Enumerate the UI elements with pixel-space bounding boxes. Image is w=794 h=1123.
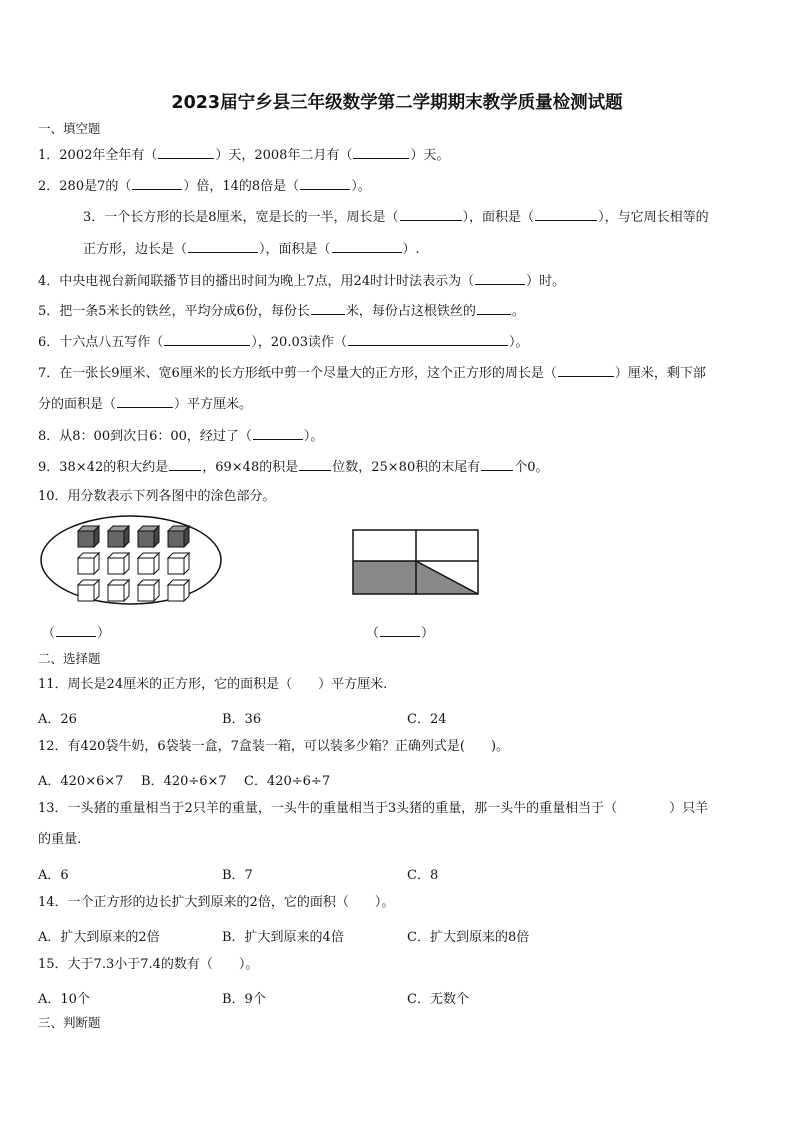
answer-blank-1: （ ） bbox=[42, 626, 111, 641]
question-14: 14．一个正方形的边长扩大到原来的2倍，它的面积（ ）。 bbox=[38, 895, 395, 910]
question-12: 12．有420袋牛奶，6袋装一盒，7盒装一箱，可以装多少箱？正确列式是( )。 bbox=[38, 739, 510, 754]
cube bbox=[138, 553, 159, 574]
ellipse-outline bbox=[41, 516, 221, 604]
blank[interactable] bbox=[400, 208, 462, 221]
blank[interactable] bbox=[475, 272, 525, 285]
cube bbox=[168, 580, 189, 601]
question-10: 10．用分数表示下列各图中的涂色部分。 bbox=[38, 489, 276, 504]
cube-group-figure bbox=[38, 512, 228, 612]
question-8: 8．从8：00到次日6：00，经过了（ ）。 bbox=[38, 429, 324, 444]
question-4: 4．中央电视台新闻联播节目的播出时间为晚上7点，用24时计时法表示为（ ）时。 bbox=[38, 274, 566, 289]
blank[interactable] bbox=[353, 146, 409, 159]
option-b[interactable]: B．7 bbox=[222, 868, 253, 883]
blank[interactable] bbox=[132, 177, 182, 190]
blank[interactable] bbox=[299, 458, 331, 471]
question-11: 11．周长是24厘米的正方形，它的面积是（ ）平方厘米. bbox=[38, 677, 388, 692]
question-13: 13．一头猪的重量相当于2只羊的重量，一头牛的重量相当于3头猪的重量，那一头牛的重量相当于（ ）只羊 bbox=[38, 801, 709, 816]
blank[interactable] bbox=[348, 333, 508, 346]
question-1: 1．2002年全年有（ ）天，2008年二月有（ ）天。 bbox=[38, 148, 450, 163]
blank[interactable] bbox=[481, 458, 513, 471]
question-13-cont: 的重量. bbox=[38, 832, 82, 847]
option-b[interactable]: B．36 bbox=[222, 712, 262, 727]
cube bbox=[168, 553, 189, 574]
option-c[interactable]: C．24 bbox=[407, 712, 447, 727]
blank[interactable] bbox=[558, 364, 614, 377]
section-heading-fill: 一、填空题 bbox=[38, 121, 101, 136]
blank[interactable] bbox=[477, 302, 511, 315]
shaded-cube bbox=[78, 526, 99, 547]
option-c[interactable]: C．扩大到原来的8倍 bbox=[407, 930, 530, 945]
shaded-cube bbox=[138, 526, 159, 547]
option-c[interactable]: C．无数个 bbox=[407, 992, 469, 1007]
question-15: 15．大于7.3小于7.4的数有（ ）。 bbox=[38, 957, 259, 972]
option-a[interactable]: A．6 bbox=[38, 868, 69, 883]
question-7-cont: 分的面积是（ ）平方厘米。 bbox=[38, 397, 253, 412]
blank[interactable] bbox=[332, 240, 402, 253]
blank[interactable] bbox=[300, 177, 350, 190]
question-3-cont: 正方形，边长是（ ），面积是（ ）. bbox=[83, 242, 420, 257]
question-5: 5．把一条5米长的铁丝，平均分成6份，每份长 米，每份占这根铁丝的 。 bbox=[38, 304, 525, 319]
blank[interactable] bbox=[117, 395, 173, 408]
cube bbox=[78, 580, 99, 601]
option-a[interactable]: A．26 bbox=[38, 712, 77, 727]
blank[interactable] bbox=[164, 333, 250, 346]
blank[interactable] bbox=[56, 624, 96, 637]
cube bbox=[78, 553, 99, 574]
option-a[interactable]: A．10个 bbox=[38, 992, 90, 1007]
option-c[interactable]: C．420÷6÷7 bbox=[244, 774, 331, 789]
question-3: 3．一个长方形的长是8厘米，宽是长的一半，周长是（ ），面积是（ ），与它周长相等的 bbox=[83, 210, 709, 225]
blank[interactable] bbox=[169, 458, 201, 471]
shaded-cube bbox=[168, 526, 189, 547]
option-a[interactable]: A．420×6×7 bbox=[38, 774, 124, 789]
question-6: 6．十六点八五写作（ ），20.03读作（ ）。 bbox=[38, 335, 529, 350]
cube bbox=[108, 580, 129, 601]
question-7: 7．在一张长9厘米、宽6厘米的长方形纸中剪一个尽量大的正方形，这个正方形的周长是（ ）厘米，剩下部 bbox=[38, 366, 706, 381]
page-title: 2023届宁乡县三年级数学第二学期期末教学质量检测试题 bbox=[171, 93, 623, 113]
cube bbox=[138, 580, 159, 601]
answer-blank-2: （ ） bbox=[366, 626, 435, 641]
option-b[interactable]: B．420÷6×7 bbox=[141, 774, 227, 789]
rectangle-fraction-figure bbox=[350, 528, 482, 598]
blank[interactable] bbox=[380, 624, 420, 637]
question-9: 9．38×42的积大约是 ，69×48的积是 位数，25×80积的末尾有 个0。 bbox=[38, 460, 549, 475]
option-c[interactable]: C．8 bbox=[407, 868, 439, 883]
blank[interactable] bbox=[253, 427, 303, 440]
blank[interactable] bbox=[311, 302, 345, 315]
option-a[interactable]: A．扩大到原来的2倍 bbox=[38, 930, 160, 945]
section-heading-choice: 二、选择题 bbox=[38, 651, 101, 666]
blank[interactable] bbox=[158, 146, 214, 159]
cube bbox=[108, 553, 129, 574]
question-2: 2．280是7的（ ）倍，14的8倍是（ ）。 bbox=[38, 179, 371, 194]
option-b[interactable]: B．扩大到原来的4倍 bbox=[222, 930, 344, 945]
blank[interactable] bbox=[188, 240, 258, 253]
option-b[interactable]: B．9个 bbox=[222, 992, 266, 1007]
shaded-rect-part bbox=[353, 561, 416, 594]
blank[interactable] bbox=[535, 208, 597, 221]
section-heading-judge: 三、判断题 bbox=[38, 1015, 101, 1030]
shaded-cube bbox=[108, 526, 129, 547]
